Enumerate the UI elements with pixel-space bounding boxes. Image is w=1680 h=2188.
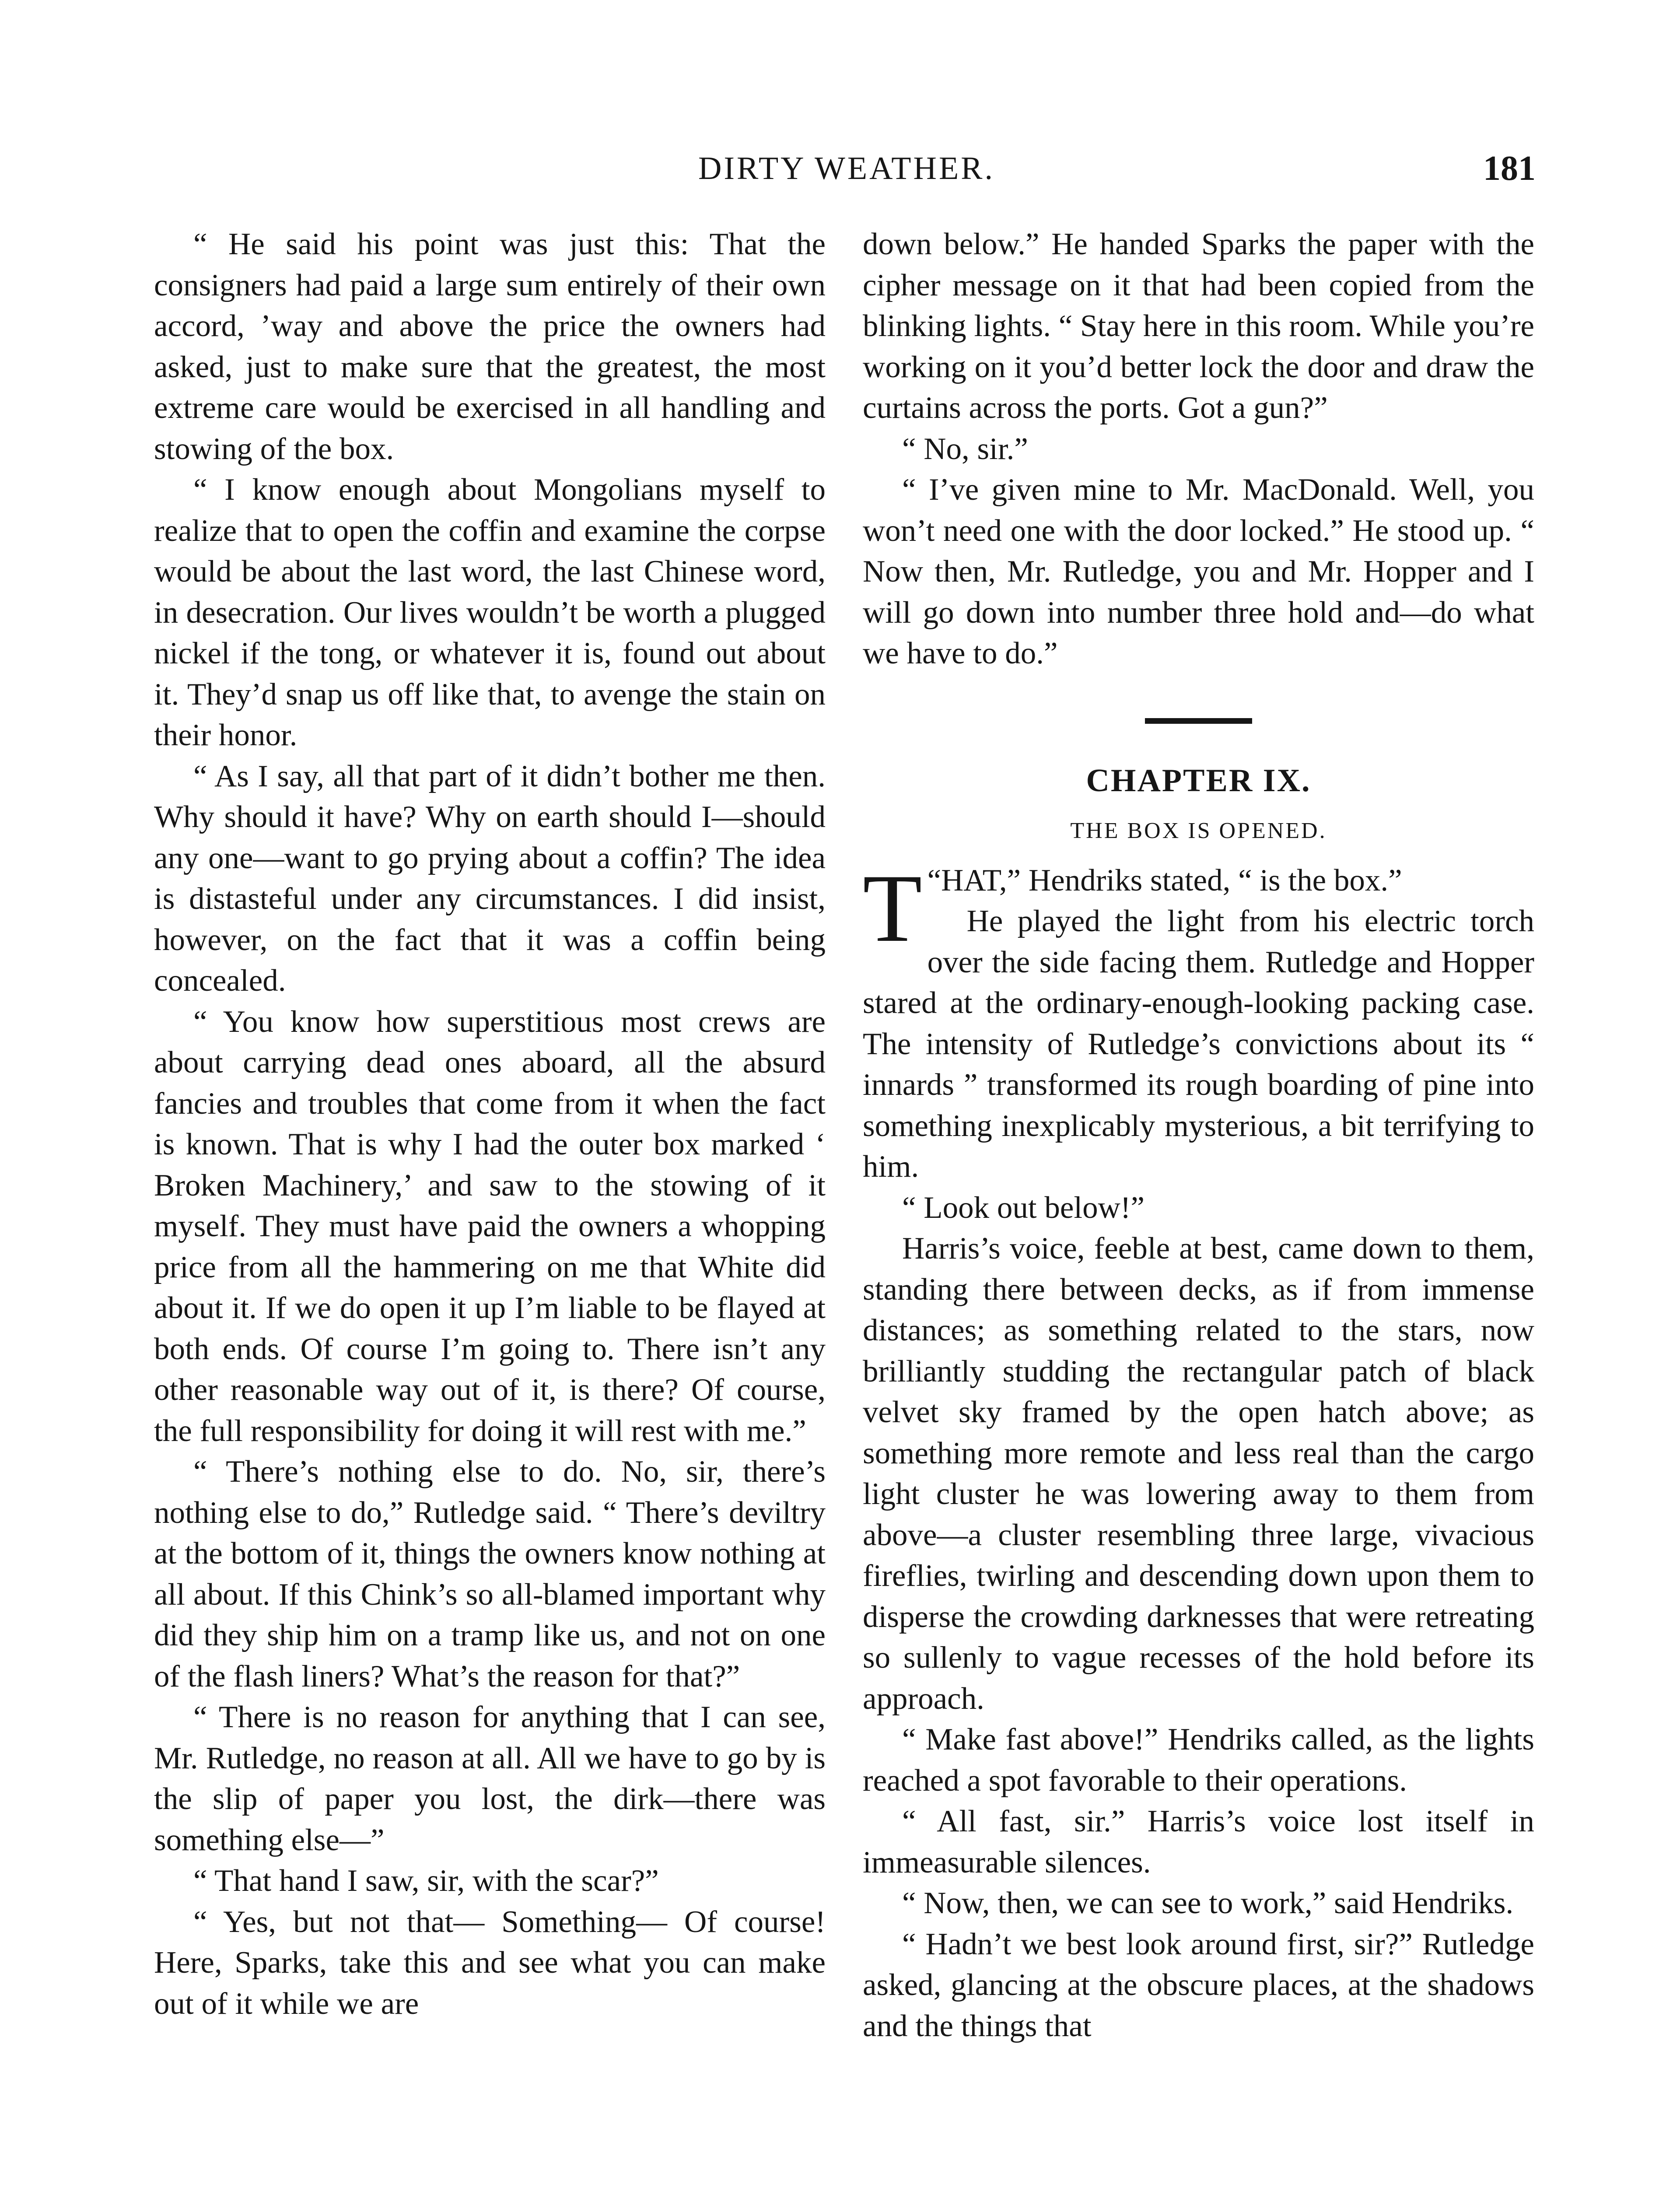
paragraph: “ Hadn’t we best look around first, sir?” Rutledge asked, glancing at the obscure places, at the shadows and the things that — [863, 1927, 1534, 2043]
paragraph: He played the light from his electric torch over the side facing them. Rutledge and Hopper stared at the ordinary-enough-looking packing case. The intensity of Rutledge’s convictions about its “ innards ” transformed its rough boarding of pine into something inexplicably mysterious, a bit terrifying to him. — [863, 904, 1534, 1184]
paragraph: “ No, sir.” — [902, 431, 1028, 466]
paragraph: down below.” He handed Sparks the paper with the cipher message on it that had been copied from the blinking lights. “ Stay here in this room. While you’re working on it you’d better lock the door and draw the curtains across the ports. Got a gun?” — [863, 227, 1534, 425]
paragraph: “ All fast, sir.” Harris’s voice lost itself in immeasurable silences. — [863, 1804, 1534, 1879]
drop-cap: T — [863, 854, 922, 962]
paragraph: “ He said his point was just this: That the consigners had paid a large sum entirely of their own accord, ’way and above the price the owners had asked, just to make sure that the greatest, the most extreme care would be exercised in all handling and stowing of the box. — [154, 227, 826, 466]
page-number: 181 — [1483, 149, 1536, 188]
opening-text: HAT,” Hendriks stated, “ is the box.” — [941, 863, 1402, 898]
paragraph: “ You know how superstitious most crews are about carrying dead ones aboard, all the absurd fancies and troubles that come from it when the fact is known. That is why I had the outer box marked ‘ Broken Machinery,’ and saw to the stowing of it myself. They must have paid the owners a whopping price from all the hammering on me that White did about it. If we do open it up I’m liable to be flayed at both ends. Of course I’m going to. There isn’t any other reasonable way out of it, is there? Of course, the full responsibility for doing it will rest with me.” — [154, 1004, 826, 1448]
page-header — [158, 144, 1536, 193]
chapter-heading: CHAPTER IX. — [1086, 762, 1311, 799]
paragraph: “ There is no reason for anything that I can see, Mr. Rutledge, no reason at all. All we have to go by is the slip of paper you lost, the dirk—there was something else—” — [154, 1700, 826, 1857]
chapter-subtitle: THE BOX IS OPENED. — [1070, 818, 1327, 843]
paragraph: “ That hand I saw, sir, with the scar?” — [193, 1864, 659, 1898]
section-divider — [1145, 718, 1252, 724]
paragraph: “ I’ve given mine to Mr. MacDonald. Well, you won’t need one with the door locked.” He stood up. “ Now then, Mr. Rutledge, you and Mr. Hopper and I will go down into number three hold and—do what we have to do.” — [863, 473, 1534, 670]
right-column — [863, 224, 1534, 2047]
chapter-opening-paragraph — [863, 854, 1534, 962]
opening-quote-mark: “ — [927, 863, 942, 898]
paragraph: Harris’s voice, feeble at best, came down to them, standing there between decks, as if from immense distances; as something related to the stars, now brilliantly studding the rectangular patch of black velvet sky framed by the open hatch above; as something more remote and less real than the cargo light cluster he was lowering away to them from above—a cluster resembling three large, vivacious fireflies, twirling and descending down upon them to disperse the crowding darknesses that were retreating so sullenly to vague recesses of the hold before its approach. — [863, 1231, 1534, 1716]
paragraph: “ Yes, but not that— Something— Of course! Here, Sparks, take this and see what you can make out of it while we are — [154, 1904, 826, 2021]
paragraph: “ Now, then, we can see to work,” said Hendriks. — [902, 1886, 1514, 1920]
paragraph: “ I know enough about Mongolians myself to realize that to open the coffin and examine the corpse would be about the last word, the last Chinese word, in desecration. Our lives wouldn’t be worth a plugged nickel if the tong, or whatever it is, found out about it. They’d snap us off like that, to avenge the stain on their honor. — [154, 473, 826, 752]
paragraph: “ Make fast above!” Hendriks called, as the lights reached a spot favorable to their operations. — [863, 1722, 1534, 1798]
running-head: DIRTY WEATHER. — [698, 151, 995, 186]
paragraph: “ There’s nothing else to do. No, sir, there’s nothing else to do,” Rutledge said. “ There’s deviltry at the bottom of it, things the owners know nothing at all about. If this Chink’s so all-blamed important why did they ship him on a tramp like us, and not on one of the flash liners? What’s the reason for that?” — [154, 1455, 826, 1694]
left-column — [154, 224, 826, 2024]
paragraph: “ Look out below!” — [902, 1190, 1145, 1225]
paragraph: “ As I say, all that part of it didn’t bother me then. Why should it have? Why on earth should I—should any one—want to go prying about a coffin? The idea is distasteful under any circumstances. I did insist, however, on the fact that it was a coffin being concealed. — [154, 759, 826, 998]
